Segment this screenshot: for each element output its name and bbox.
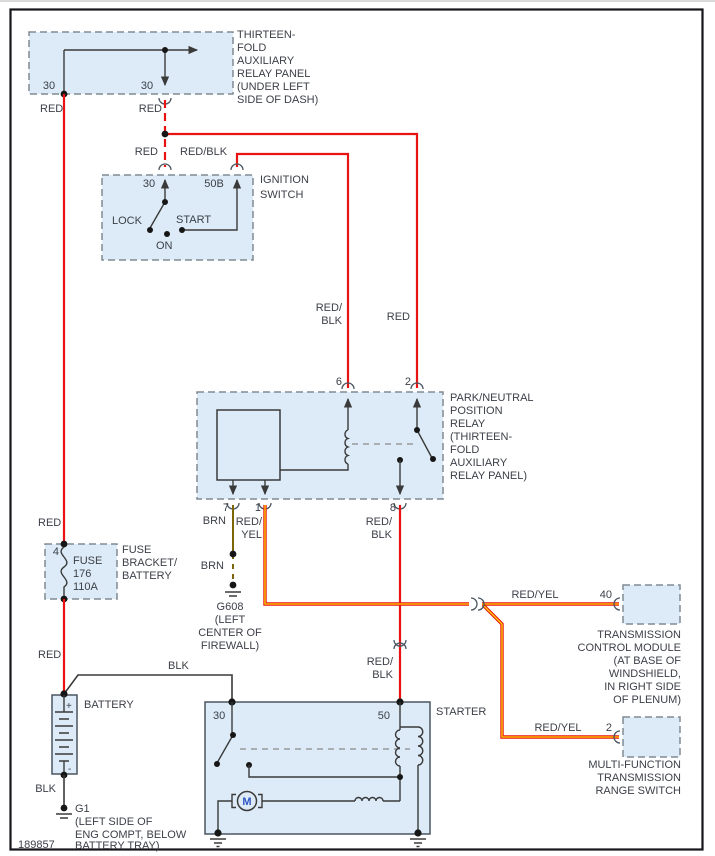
terminal-40: 40 bbox=[599, 589, 612, 601]
terminal-8: 8 bbox=[389, 502, 396, 514]
wire-red-to-relay2 bbox=[165, 134, 417, 388]
svg-text:YEL: YEL bbox=[241, 529, 262, 541]
svg-text:RANGE SWITCH: RANGE SWITCH bbox=[595, 785, 681, 797]
svg-text:TRANSMISSION: TRANSMISSION bbox=[597, 772, 681, 784]
relay-panel-box bbox=[29, 32, 233, 94]
terminal-50: 50 bbox=[377, 710, 390, 722]
svg-text:RED/YEL: RED/YEL bbox=[534, 722, 582, 734]
terminal-30-left: 30 bbox=[42, 80, 56, 92]
svg-text:FOLD: FOLD bbox=[450, 444, 480, 456]
battery-minus: - bbox=[68, 764, 72, 775]
terminal-2: 2 bbox=[605, 722, 612, 734]
park-neutral-position-relay bbox=[197, 376, 534, 514]
svg-text:RELAY: RELAY bbox=[450, 418, 486, 430]
svg-text:CENTER OF: CENTER OF bbox=[198, 627, 262, 639]
figure-number: 189857 bbox=[18, 839, 55, 851]
ground-name: G608 bbox=[216, 601, 244, 613]
svg-text:WINDSHIELD,: WINDSHIELD, bbox=[608, 668, 681, 680]
ground-name: G1 bbox=[75, 803, 90, 815]
svg-text:BLK: BLK bbox=[168, 660, 189, 672]
svg-text:(UNDER LEFT: (UNDER LEFT bbox=[237, 81, 310, 93]
wire-label: RED bbox=[40, 103, 64, 115]
wire-label: RED bbox=[138, 103, 162, 115]
mft-box bbox=[623, 717, 680, 757]
svg-text:RED/: RED/ bbox=[315, 302, 342, 314]
svg-text:ENG COMPT, BELOW: ENG COMPT, BELOW bbox=[75, 829, 187, 841]
svg-text:FOLD: FOLD bbox=[237, 42, 267, 54]
svg-text:BLK: BLK bbox=[35, 783, 56, 795]
svg-text:BATTERY TRAY): BATTERY TRAY) bbox=[75, 840, 160, 852]
position-on: ON bbox=[156, 240, 173, 252]
svg-text:RED/: RED/ bbox=[235, 516, 262, 528]
ignition-switch bbox=[102, 164, 309, 260]
svg-text:RELAY PANEL): RELAY PANEL) bbox=[450, 470, 528, 482]
svg-text:(AT BASE OF: (AT BASE OF bbox=[613, 655, 681, 667]
svg-text:RED/: RED/ bbox=[366, 656, 393, 668]
svg-text:POSITION: POSITION bbox=[450, 405, 503, 417]
position-start: START bbox=[176, 214, 212, 226]
inline-connector bbox=[471, 598, 477, 610]
starter-label: STARTER bbox=[436, 706, 487, 718]
ground-symbol bbox=[410, 839, 426, 847]
svg-text:SIDE OF DASH): SIDE OF DASH) bbox=[237, 94, 319, 106]
ground-symbol bbox=[225, 592, 241, 596]
wiring-diagram-page bbox=[0, 2, 715, 856]
ignition-note: IGNITION bbox=[260, 174, 309, 186]
svg-text:(LEFT SIDE OF: (LEFT SIDE OF bbox=[75, 816, 153, 828]
svg-text:FIREWALL): FIREWALL) bbox=[200, 640, 260, 652]
starter-box bbox=[205, 702, 430, 834]
terminal-2: 2 bbox=[404, 376, 411, 388]
svg-text:BATTERY: BATTERY bbox=[122, 570, 172, 582]
svg-text:RELAY PANEL: RELAY PANEL bbox=[237, 68, 311, 80]
svg-text:AUXILIARY: AUXILIARY bbox=[450, 457, 508, 469]
starter bbox=[205, 698, 486, 846]
motor-letter: M bbox=[242, 796, 252, 808]
position-lock: LOCK bbox=[112, 215, 142, 227]
pnp-relay-note: PARK/NEUTRAL bbox=[450, 392, 534, 404]
svg-text:(THIRTEEN-: (THIRTEEN- bbox=[450, 431, 513, 443]
pnp-relay-box bbox=[197, 392, 443, 499]
svg-text:BRN: BRN bbox=[202, 515, 226, 527]
svg-text:CONTROL MODULE: CONTROL MODULE bbox=[577, 642, 681, 654]
wire-label: RED/BLK bbox=[180, 146, 228, 158]
multi-function-range-switch bbox=[534, 717, 681, 797]
svg-text:BRACKET/: BRACKET/ bbox=[122, 557, 178, 569]
relay-panel-note: THIRTEEN- bbox=[237, 29, 296, 41]
svg-text:(LEFT: (LEFT bbox=[214, 614, 246, 626]
svg-text:RED: RED bbox=[38, 649, 62, 661]
terminal-7: 7 bbox=[222, 502, 229, 514]
svg-text:BLK: BLK bbox=[321, 315, 342, 327]
svg-text:RED/YEL: RED/YEL bbox=[511, 589, 559, 601]
battery-plus: + bbox=[66, 701, 72, 712]
starting-circuit-diagram bbox=[0, 2, 715, 856]
fuse-note: FUSE bbox=[122, 544, 152, 556]
wire-label: RED bbox=[134, 146, 158, 158]
svg-text:BRN: BRN bbox=[200, 560, 224, 572]
terminal-30-right: 30 bbox=[140, 80, 154, 92]
battery-label: BATTERY bbox=[84, 699, 134, 711]
svg-text:110A: 110A bbox=[73, 581, 98, 593]
svg-text:RED: RED bbox=[38, 517, 62, 529]
svg-text:IN RIGHT SIDE: IN RIGHT SIDE bbox=[604, 681, 681, 693]
tcm-note: TRANSMISSION bbox=[597, 629, 681, 641]
terminal-50b: 50B bbox=[204, 178, 224, 190]
mft-note: MULTI-FUNCTION bbox=[588, 759, 681, 771]
terminal-6: 6 bbox=[335, 376, 342, 388]
terminal-30: 30 bbox=[142, 178, 156, 190]
terminal-30: 30 bbox=[213, 710, 226, 722]
svg-text:176: 176 bbox=[73, 568, 92, 580]
terminal-1: 1 bbox=[254, 502, 261, 514]
svg-text:FUSE: FUSE bbox=[73, 555, 103, 567]
svg-text:SWITCH: SWITCH bbox=[260, 189, 304, 201]
svg-text:BLK: BLK bbox=[372, 669, 393, 681]
svg-text:OF PLENUM): OF PLENUM) bbox=[613, 694, 681, 706]
svg-text:RED: RED bbox=[386, 311, 410, 323]
ground-symbol bbox=[210, 839, 226, 847]
tcm-box bbox=[623, 585, 680, 624]
svg-text:RED/: RED/ bbox=[365, 516, 392, 528]
ground-symbol-g1 bbox=[56, 814, 72, 818]
svg-text:BLK: BLK bbox=[371, 529, 392, 541]
terminal-4: 4 bbox=[52, 546, 59, 558]
thirteen-fold-relay-panel bbox=[29, 29, 318, 106]
wire-blk-to-starter bbox=[64, 675, 232, 702]
svg-text:AUXILIARY: AUXILIARY bbox=[237, 55, 295, 67]
